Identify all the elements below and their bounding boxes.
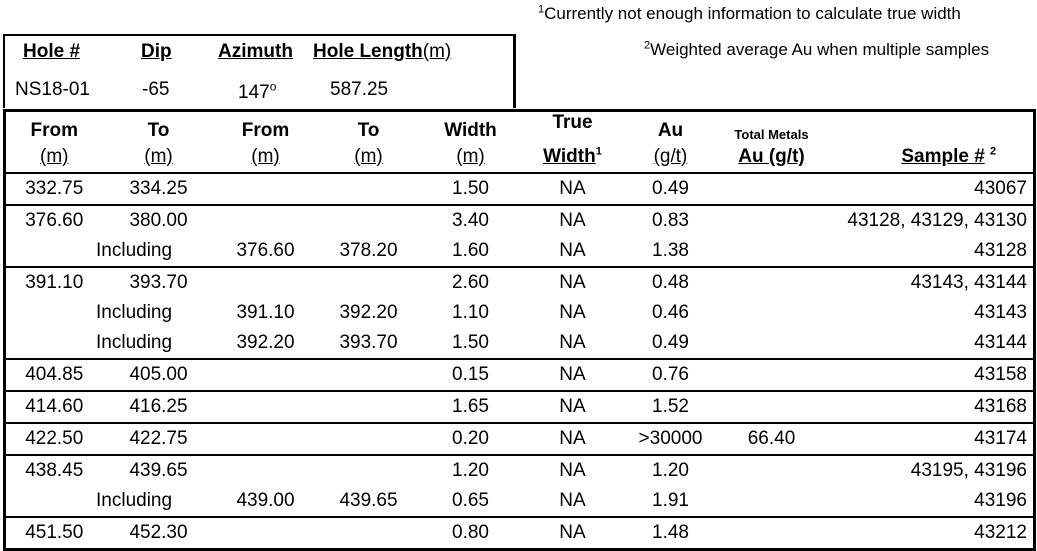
cell-from-incl bbox=[215, 359, 317, 391]
cell-to: 380.00 bbox=[103, 205, 215, 236]
cell-to-incl bbox=[317, 423, 421, 455]
cell-total-metals-au bbox=[717, 298, 827, 328]
cell-true-width: NA bbox=[521, 517, 625, 550]
table-row bbox=[5, 298, 1035, 328]
unit-to-text: (m) bbox=[144, 146, 173, 167]
unit-width-text: (m) bbox=[456, 146, 485, 167]
cell-au: 1.20 bbox=[625, 455, 717, 486]
hole-length-unit: (m) bbox=[422, 41, 452, 62]
cell-true-width: NA bbox=[521, 359, 625, 391]
cell-to-incl bbox=[317, 173, 421, 205]
cell-au: 0.76 bbox=[625, 359, 717, 391]
cell-from-incl: 439.00 bbox=[236, 490, 295, 511]
sample-header-text: Sample # bbox=[901, 146, 985, 167]
cell-true-width: NA bbox=[521, 455, 625, 486]
cell-sample: 43158 bbox=[827, 359, 1035, 391]
cell-au: 1.52 bbox=[625, 391, 717, 423]
unit-from bbox=[5, 142, 103, 173]
cell-from-incl: 391.10 bbox=[236, 302, 295, 323]
cell-total-metals-au bbox=[717, 328, 827, 359]
cell-from-incl bbox=[215, 205, 317, 236]
table-row bbox=[5, 236, 1035, 267]
table-row bbox=[5, 391, 1035, 423]
header-row-1 bbox=[5, 111, 1035, 143]
cell-total-metals-au bbox=[717, 173, 827, 205]
table-row bbox=[5, 205, 1035, 236]
hole-number-header: Hole # bbox=[23, 41, 81, 62]
cell-width: 1.20 bbox=[421, 455, 521, 486]
cell-from-incl bbox=[215, 391, 317, 423]
cell-total-metals-au bbox=[717, 205, 827, 236]
cell-from: 451.50 bbox=[5, 517, 103, 550]
cell-true-width: NA bbox=[559, 332, 586, 353]
cell-au: 0.46 bbox=[652, 302, 689, 323]
cell-true-width: NA bbox=[559, 302, 586, 323]
cell-sample: 43168 bbox=[827, 391, 1035, 423]
cell-au: 0.49 bbox=[625, 173, 717, 205]
cell-from-incl bbox=[215, 517, 317, 550]
hole-length-label: Hole Length bbox=[313, 41, 423, 62]
col-header-width: Width bbox=[444, 120, 497, 141]
cell-from-incl: 376.60 bbox=[236, 240, 295, 261]
cell-width: 0.20 bbox=[421, 423, 521, 455]
cell-au: 1.38 bbox=[652, 240, 689, 261]
cell-sample: 43144 bbox=[974, 332, 1027, 353]
cell-au: 0.49 bbox=[652, 332, 689, 353]
cell-width: 1.65 bbox=[421, 391, 521, 423]
cell-from: 332.75 bbox=[5, 173, 103, 205]
cell-au: 1.48 bbox=[625, 517, 717, 550]
unit-total-metals bbox=[717, 142, 827, 173]
cell-true-width: NA bbox=[521, 391, 625, 423]
cell-sample: 43067 bbox=[827, 173, 1035, 205]
cell-au: 1.91 bbox=[652, 490, 689, 511]
col-header-true-width bbox=[521, 142, 625, 173]
cell-to-incl bbox=[317, 391, 421, 423]
cell-from: 422.50 bbox=[5, 423, 103, 455]
cell-sample: 43174 bbox=[827, 423, 1035, 455]
cell-sample: 43128 bbox=[974, 240, 1027, 261]
cell-to-incl bbox=[317, 205, 421, 236]
cell-from: 404.85 bbox=[5, 359, 103, 391]
col-header-to-incl: To bbox=[357, 120, 380, 141]
cell-width: 1.60 bbox=[452, 240, 489, 261]
cell-total-metals-au bbox=[717, 267, 827, 298]
cell-to-incl: 439.65 bbox=[339, 490, 398, 511]
cell-from: 376.60 bbox=[5, 205, 103, 236]
cell-true-width: NA bbox=[559, 240, 586, 261]
cell-sample: 43128, 43129, 43130 bbox=[827, 205, 1035, 236]
azimuth-header: Azimuth bbox=[218, 41, 293, 62]
hole-length-header bbox=[313, 41, 451, 63]
cell-to: 416.25 bbox=[103, 391, 215, 423]
unit-from-text: (m) bbox=[40, 146, 69, 167]
unit-to-incl bbox=[317, 142, 421, 173]
col-header-blank bbox=[827, 111, 1035, 143]
cell-width: 0.65 bbox=[452, 490, 489, 511]
cell-from-incl bbox=[215, 455, 317, 486]
table-row bbox=[5, 267, 1035, 298]
cell-sample: 43143 bbox=[974, 302, 1027, 323]
cell-true-width: NA bbox=[521, 173, 625, 205]
sample-footnote-mark: 2 bbox=[990, 145, 997, 158]
header-row-2 bbox=[5, 142, 1035, 173]
footnote-1-text: Currently not enough information to calculate true width bbox=[544, 4, 961, 23]
cell-total-metals-au bbox=[717, 359, 827, 391]
unit-au-text: (g/t) bbox=[653, 146, 688, 167]
cell-true-width: NA bbox=[559, 490, 586, 511]
cell-from-incl bbox=[215, 173, 317, 205]
footnote-1 bbox=[538, 4, 961, 24]
cell-total-metals-au bbox=[717, 455, 827, 486]
footnote-2 bbox=[644, 40, 989, 60]
cell-sample: 43195, 43196 bbox=[827, 455, 1035, 486]
col-header-from: From bbox=[30, 120, 78, 141]
cell-total-metals-au bbox=[717, 517, 827, 550]
cell-from: Including bbox=[96, 332, 173, 353]
cell-true-width: NA bbox=[521, 205, 625, 236]
cell-to: 439.65 bbox=[103, 455, 215, 486]
azimuth-value bbox=[238, 79, 277, 104]
col-header-to: To bbox=[147, 120, 170, 141]
azimuth-degree-mark: o bbox=[269, 79, 277, 94]
unit-to-incl-text: (m) bbox=[354, 146, 383, 167]
assay-results-table bbox=[3, 109, 1036, 551]
cell-from: Including bbox=[96, 490, 173, 511]
hole-info-box bbox=[3, 34, 516, 108]
hole-number-value: NS18-01 bbox=[15, 79, 90, 100]
cell-from-incl bbox=[215, 267, 317, 298]
footnote-2-mark: 2 bbox=[644, 39, 651, 52]
cell-to-incl: 378.20 bbox=[339, 240, 398, 261]
footnote-2-text: Weighted average Au when multiple samples bbox=[650, 40, 990, 59]
cell-from-incl: 392.20 bbox=[236, 332, 295, 353]
cell-width: 0.80 bbox=[421, 517, 521, 550]
cell-au: 0.83 bbox=[625, 205, 717, 236]
dip-value: -65 bbox=[142, 79, 170, 100]
unit-total-metals-text: Au (g/t) bbox=[738, 146, 805, 167]
cell-true-width: NA bbox=[521, 267, 625, 298]
table-row bbox=[5, 455, 1035, 486]
table-row bbox=[5, 359, 1035, 391]
col-header-from-incl: From bbox=[241, 120, 290, 141]
cell-to-incl bbox=[317, 455, 421, 486]
table-row bbox=[5, 423, 1035, 455]
cell-to-incl: 392.20 bbox=[339, 302, 398, 323]
table-row bbox=[5, 517, 1035, 550]
footnote-1-mark: 1 bbox=[538, 3, 545, 16]
col-header-true: True bbox=[552, 112, 593, 133]
cell-to: 334.25 bbox=[103, 173, 215, 205]
dip-header: Dip bbox=[141, 41, 172, 62]
table-row bbox=[5, 328, 1035, 359]
table-row bbox=[5, 486, 1035, 517]
true-width-footnote-mark: 1 bbox=[595, 145, 602, 158]
cell-width: 0.15 bbox=[421, 359, 521, 391]
true-width-text: Width bbox=[543, 146, 596, 167]
cell-au: 0.48 bbox=[625, 267, 717, 298]
hole-length-value: 587.25 bbox=[330, 79, 389, 100]
cell-width: 1.50 bbox=[452, 332, 489, 353]
unit-from-incl bbox=[215, 142, 317, 173]
cell-to: 393.70 bbox=[103, 267, 215, 298]
col-header-sample bbox=[827, 142, 1035, 173]
table-body bbox=[5, 173, 1035, 550]
col-header-total-metals: Total Metals bbox=[734, 127, 809, 142]
cell-from: Including bbox=[96, 240, 173, 261]
cell-from: 414.60 bbox=[5, 391, 103, 423]
cell-sample: 43212 bbox=[827, 517, 1035, 550]
cell-to-incl bbox=[317, 359, 421, 391]
cell-width: 2.60 bbox=[421, 267, 521, 298]
cell-to-incl: 393.70 bbox=[339, 332, 398, 353]
cell-width: 1.50 bbox=[421, 173, 521, 205]
cell-width: 3.40 bbox=[421, 205, 521, 236]
cell-width: 1.10 bbox=[452, 302, 489, 323]
table-row bbox=[5, 173, 1035, 205]
cell-from-incl bbox=[215, 423, 317, 455]
unit-au bbox=[625, 142, 717, 173]
cell-total-metals-au: 66.40 bbox=[717, 423, 827, 455]
unit-from-incl-text: (m) bbox=[251, 146, 280, 167]
cell-to-incl bbox=[317, 267, 421, 298]
cell-from: 391.10 bbox=[5, 267, 103, 298]
cell-to: 422.75 bbox=[103, 423, 215, 455]
cell-total-metals-au bbox=[717, 236, 827, 267]
cell-sample: 43143, 43144 bbox=[827, 267, 1035, 298]
cell-sample: 43196 bbox=[974, 490, 1027, 511]
cell-total-metals-au bbox=[717, 486, 827, 517]
cell-au: >30000 bbox=[625, 423, 717, 455]
cell-true-width: NA bbox=[521, 423, 625, 455]
cell-total-metals-au bbox=[717, 391, 827, 423]
cell-from: Including bbox=[96, 302, 173, 323]
cell-to-incl bbox=[317, 517, 421, 550]
cell-to: 405.00 bbox=[103, 359, 215, 391]
col-header-au: Au bbox=[657, 120, 684, 141]
cell-to: 452.30 bbox=[103, 517, 215, 550]
unit-to bbox=[103, 142, 215, 173]
azimuth-number: 147 bbox=[238, 82, 270, 103]
cell-from: 438.45 bbox=[5, 455, 103, 486]
unit-width bbox=[421, 142, 521, 173]
